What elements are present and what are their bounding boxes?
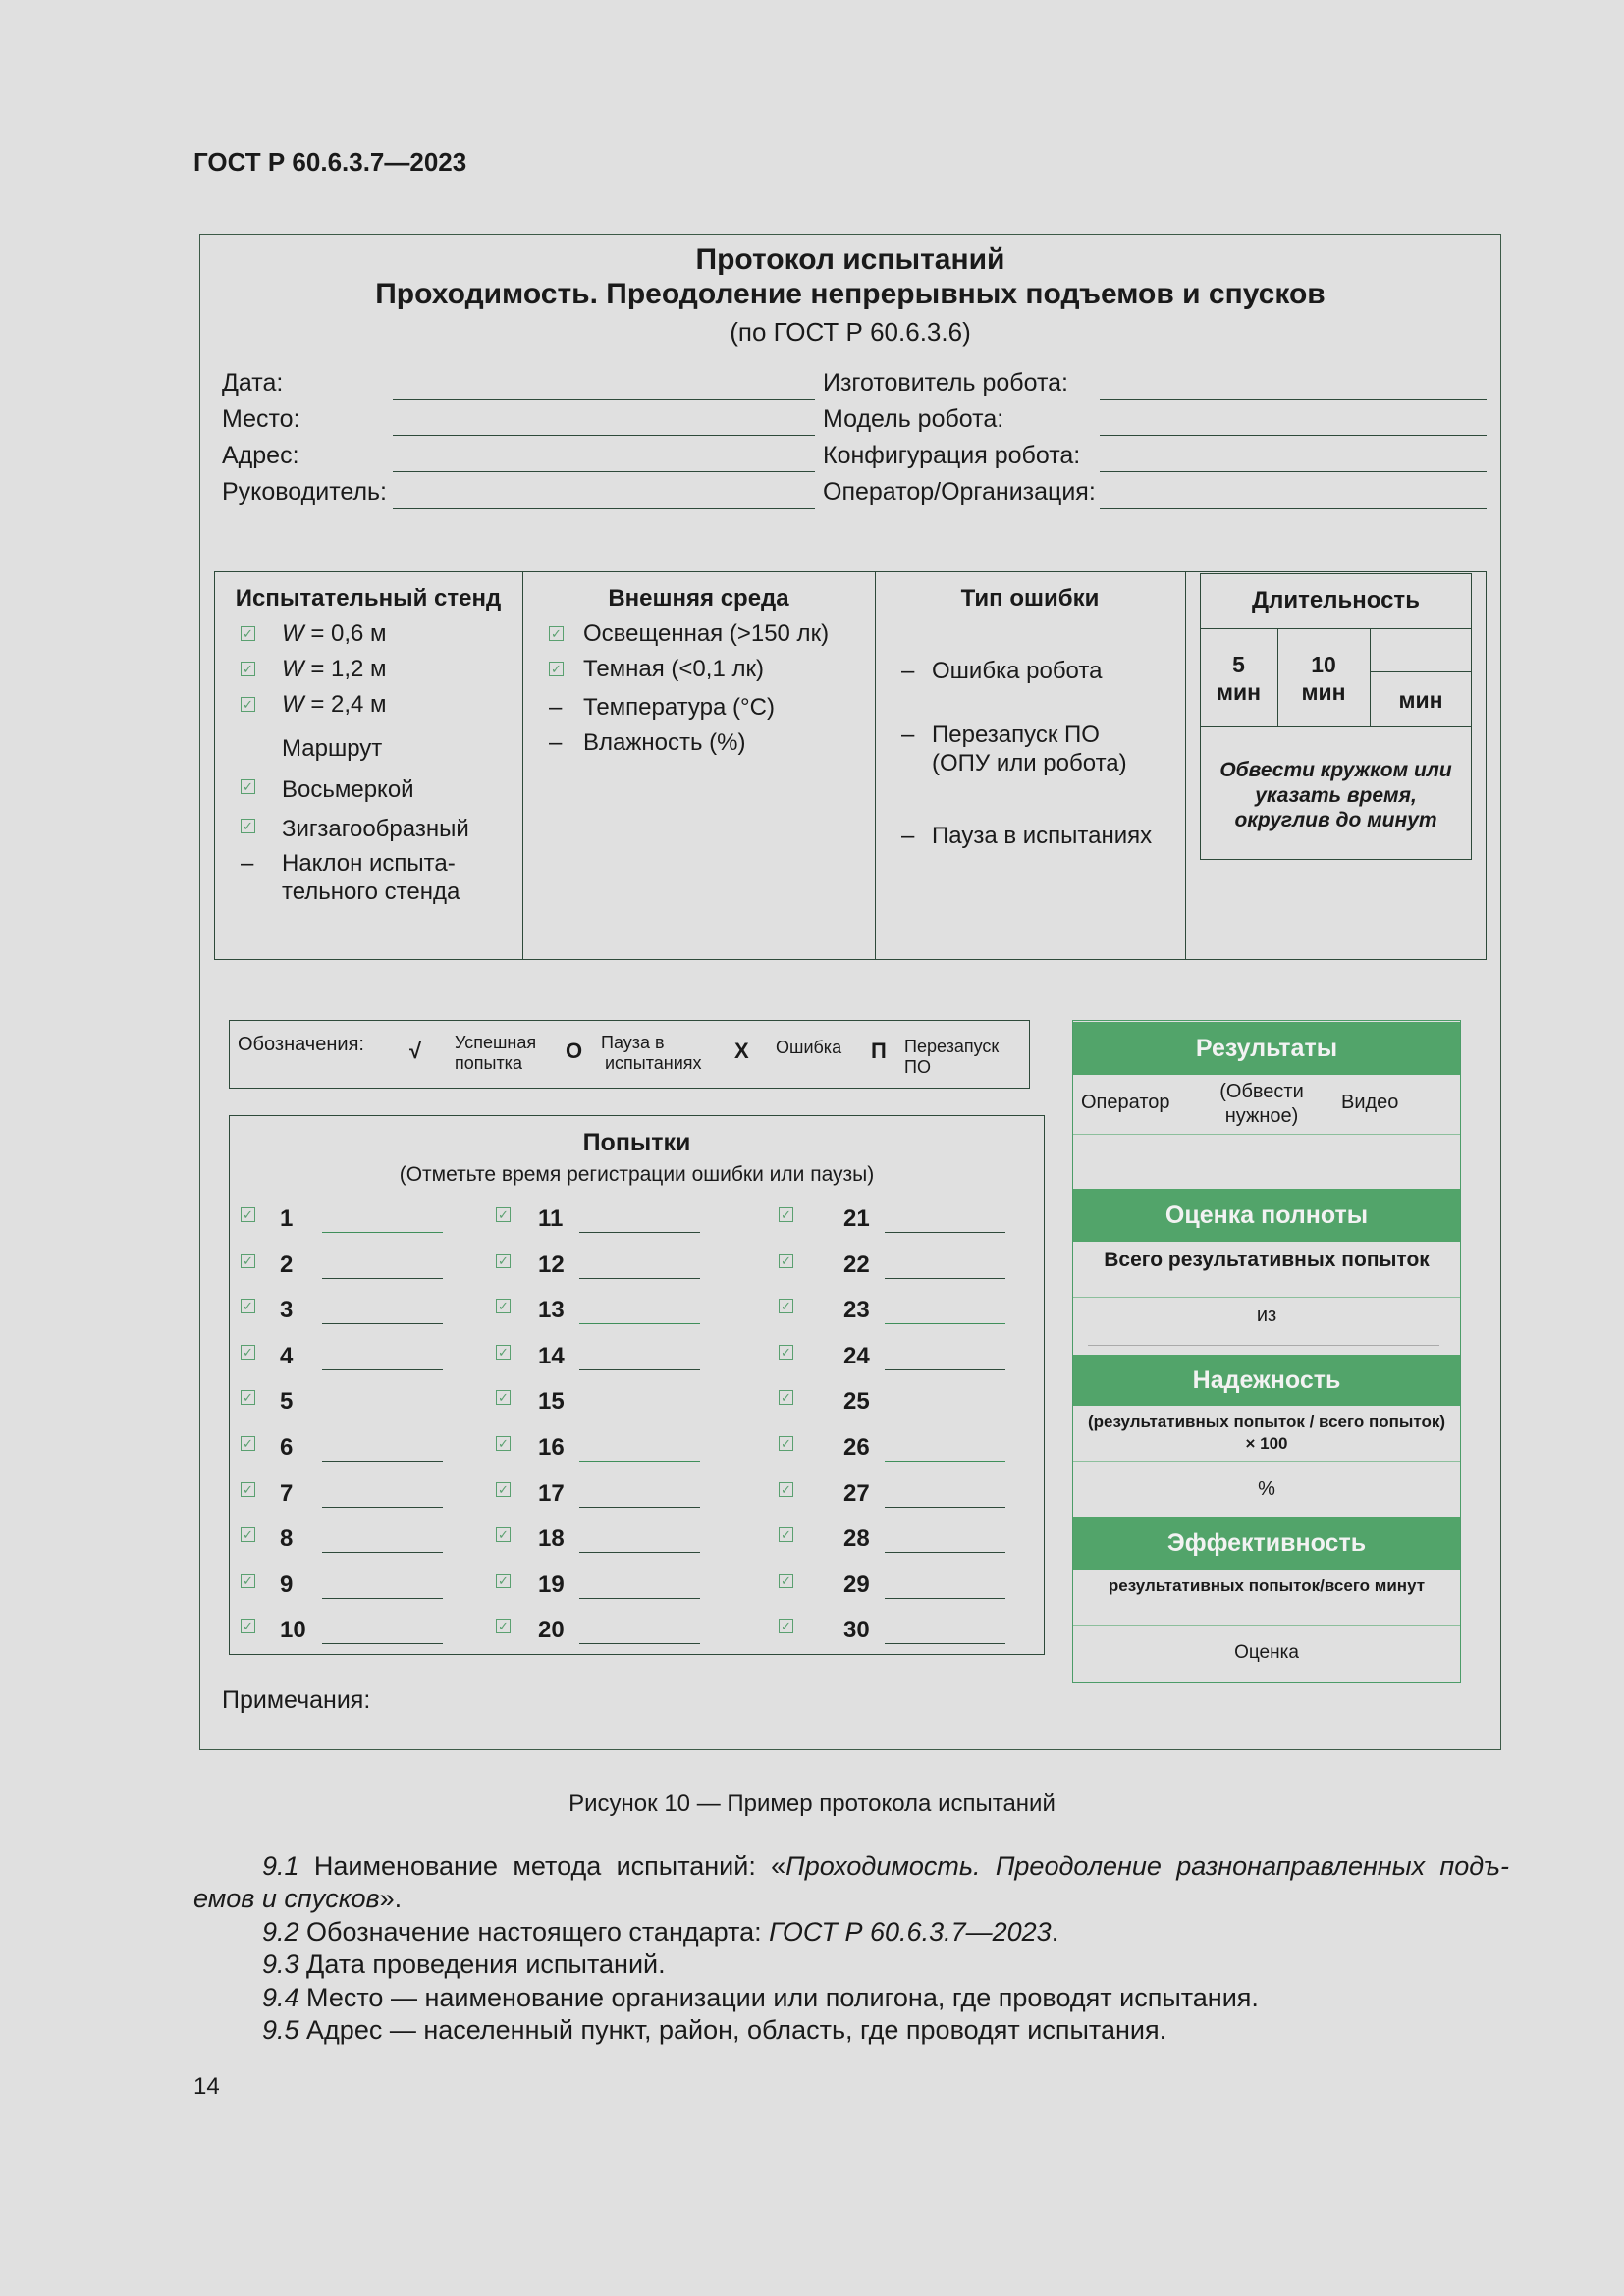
legend-success-line2: попытка	[455, 1053, 522, 1073]
attempt-checkbox[interactable]: ✓	[779, 1207, 793, 1222]
standard-header: ГОСТ Р 60.6.3.7—2023	[193, 147, 467, 177]
results-heading: Результаты	[1073, 1022, 1460, 1075]
paragraph-9-1-line1: 9.1 Наименование метода испытаний: «Проходимость. Преодоление разнонаправленных подъ-	[262, 1851, 1509, 1881]
environment-heading: Внешняя среда	[608, 585, 789, 612]
attempt-number: 8	[280, 1525, 294, 1553]
completeness-input-line[interactable]	[1088, 1345, 1439, 1346]
attempt-number: 9	[280, 1571, 294, 1598]
paragraph-9-2: 9.2 Обозначение настоящего стандарта: ГОСТ Р 60.6.3.7—2023.	[262, 1917, 1059, 1947]
attempt-checkbox[interactable]: ✓	[241, 1207, 255, 1222]
field-configuration-line[interactable]	[1100, 471, 1487, 472]
attempt-number: 7	[280, 1479, 294, 1507]
duration-note-line3: округлив до минут	[1234, 809, 1437, 831]
attempt-checkbox[interactable]: ✓	[496, 1436, 511, 1451]
attempt-checkbox[interactable]: ✓	[241, 1345, 255, 1360]
attempt-time-field[interactable]	[322, 1461, 443, 1462]
attempt-number: 3	[280, 1297, 294, 1324]
duration-heading: Длительность	[1252, 587, 1420, 614]
field-address-line[interactable]	[393, 471, 815, 472]
attempt-number: 23	[843, 1297, 870, 1324]
attempt-number: 18	[538, 1525, 565, 1553]
error-pause: Пауза в испытаниях	[932, 823, 1153, 849]
paragraph-9-5: 9.5 Адрес — населенный пункт, район, область, где проводят испытания.	[262, 2015, 1167, 2045]
attempt-number: 16	[538, 1434, 565, 1461]
attempt-number: 19	[538, 1571, 565, 1598]
route-figure8: Восьмеркой	[282, 776, 414, 803]
attempt-number: 21	[843, 1205, 870, 1232]
attempt-time-field[interactable]	[885, 1278, 1005, 1279]
attempts-instruction: (Отметьте время регистрации ошибки или паузы)	[399, 1163, 875, 1186]
field-label-date: Дата:	[222, 369, 284, 397]
attempt-time-field[interactable]	[322, 1278, 443, 1279]
attempt-time-field[interactable]	[579, 1278, 700, 1279]
results-rule	[1073, 1297, 1460, 1298]
attempt-checkbox[interactable]: ✓	[241, 1254, 255, 1268]
legend-label: Обозначения:	[238, 1034, 364, 1055]
attempt-checkbox[interactable]: ✓	[779, 1390, 793, 1405]
attempt-checkbox[interactable]: ✓	[496, 1345, 511, 1360]
attempt-time-field[interactable]	[322, 1369, 443, 1370]
attempt-checkbox[interactable]: ✓	[779, 1299, 793, 1313]
field-label-manufacturer: Изготовитель робота:	[823, 369, 1068, 397]
duration-note-line2: указать время,	[1255, 784, 1417, 807]
attempt-checkbox[interactable]: ✓	[241, 1574, 255, 1588]
attempt-time-field[interactable]	[885, 1643, 1005, 1644]
env-humidity: Влажность (%)	[583, 729, 746, 756]
protocol-title: Протокол испытаний	[695, 243, 1005, 276]
stand-w24: W = 2,4 м	[282, 691, 387, 718]
attempt-checkbox[interactable]: ✓	[241, 1436, 255, 1451]
stand-heading: Испытательный стенд	[235, 585, 502, 612]
protocol-reference: (по ГОСТ Р 60.6.3.6)	[730, 317, 971, 347]
dash-marker: –	[549, 694, 563, 721]
duration-5-number[interactable]: 5	[1232, 652, 1245, 677]
dash-marker: –	[901, 823, 915, 849]
attempt-time-field[interactable]	[579, 1598, 700, 1599]
attempts-heading: Попытки	[582, 1129, 691, 1156]
paragraph-9-1-line2: емов и спусков».	[193, 1884, 403, 1913]
legend-success-line1: Успешная	[455, 1033, 537, 1052]
attempt-time-field[interactable]	[885, 1323, 1005, 1324]
error-restart-line1: Перезапуск ПО	[932, 721, 1100, 748]
paragraph-9-4: 9.4 Место — наименование организации или полигона, где проводят испытания.	[262, 1983, 1259, 2012]
checkbox-w06[interactable]: ✓	[241, 626, 255, 641]
attempt-checkbox[interactable]: ✓	[779, 1527, 793, 1542]
duration-5-unit: мин	[1216, 679, 1262, 705]
attempt-checkbox[interactable]: ✓	[241, 1390, 255, 1405]
attempt-checkbox[interactable]: ✓	[779, 1254, 793, 1268]
attempt-time-field[interactable]	[579, 1323, 700, 1324]
stand-w06: W = 0,6 м	[282, 620, 387, 647]
attempt-time-field[interactable]	[885, 1461, 1005, 1462]
attempt-time-field[interactable]	[885, 1507, 1005, 1508]
error-restart-line2: (ОПУ или робота)	[932, 750, 1127, 776]
slope-line2: тельного стенда	[282, 879, 460, 905]
efficiency-formula: результативных попыток/всего минут	[1108, 1576, 1426, 1595]
slope-line1: Наклон испыта-	[282, 850, 456, 877]
conditions-divider	[1185, 571, 1186, 960]
stand-w12: W = 1,2 м	[282, 656, 387, 682]
dash-marker: –	[901, 658, 915, 684]
attempt-time-field[interactable]	[322, 1643, 443, 1644]
attempt-number: 30	[843, 1617, 870, 1644]
dash-marker: –	[901, 721, 915, 748]
field-label-place: Место:	[222, 405, 300, 433]
results-rule	[1073, 1625, 1460, 1626]
attempt-time-field[interactable]	[322, 1323, 443, 1324]
attempt-number: 14	[538, 1342, 565, 1369]
field-label-address: Адрес:	[222, 442, 299, 469]
field-manufacturer-line[interactable]	[1100, 399, 1487, 400]
efficiency-heading: Эффективность	[1073, 1517, 1460, 1570]
attempt-number: 20	[538, 1617, 565, 1644]
attempt-checkbox[interactable]: ✓	[241, 1482, 255, 1497]
attempts-box	[229, 1115, 1045, 1655]
route-zigzag: Зигзагообразный	[282, 816, 469, 842]
field-label-model: Модель робота:	[823, 405, 1004, 433]
attempt-checkbox[interactable]: ✓	[496, 1254, 511, 1268]
attempt-number: 28	[843, 1525, 870, 1553]
checkbox-dark[interactable]: ✓	[549, 662, 564, 676]
page-number: 14	[193, 2073, 220, 2100]
attempt-checkbox[interactable]: ✓	[779, 1436, 793, 1451]
dash-marker: –	[241, 850, 254, 877]
dash-marker: –	[549, 729, 563, 756]
attempt-time-field[interactable]	[885, 1369, 1005, 1370]
conditions-divider	[522, 571, 523, 960]
attempt-number: 11	[538, 1205, 564, 1232]
checkbox-lit[interactable]: ✓	[549, 626, 564, 641]
field-place-line[interactable]	[393, 435, 815, 436]
notes-label: Примечания:	[222, 1686, 371, 1714]
attempt-time-field[interactable]	[885, 1552, 1005, 1553]
attempt-number: 27	[843, 1479, 870, 1507]
attempt-checkbox[interactable]: ✓	[496, 1390, 511, 1405]
attempt-time-field[interactable]	[579, 1232, 700, 1233]
completeness-of: из	[1256, 1305, 1277, 1326]
reliability-percent[interactable]: %	[1258, 1478, 1275, 1500]
legend-success-symbol: √	[409, 1039, 422, 1063]
attempt-checkbox[interactable]: ✓	[496, 1619, 511, 1633]
total-successful-label: Всего результативных попыток	[1104, 1249, 1430, 1271]
attempt-checkbox[interactable]: ✓	[241, 1619, 255, 1633]
checkbox-zigzag[interactable]: ✓	[241, 819, 255, 833]
legend-restart-line2: ПО	[904, 1057, 931, 1077]
attempt-time-field[interactable]	[579, 1369, 700, 1370]
duration-rule	[1200, 726, 1472, 727]
duration-custom-unit[interactable]: мин	[1398, 687, 1443, 713]
duration-rule	[1370, 671, 1472, 672]
results-circle-line2: нужное)	[1224, 1105, 1299, 1127]
reliability-formula-line1: (результативных попыток / всего попыток)	[1087, 1413, 1446, 1431]
attempt-number: 4	[280, 1342, 294, 1369]
attempt-number: 24	[843, 1342, 870, 1369]
completeness-heading: Оценка полноты	[1073, 1189, 1460, 1242]
env-lit: Освещенная (>150 лк)	[583, 620, 830, 647]
attempt-checkbox[interactable]: ✓	[241, 1527, 255, 1542]
results-rule	[1073, 1134, 1460, 1135]
attempt-checkbox[interactable]: ✓	[779, 1574, 793, 1588]
env-dark: Темная (<0,1 лк)	[583, 656, 764, 682]
attempt-time-field[interactable]	[885, 1598, 1005, 1599]
attempt-time-field[interactable]	[579, 1507, 700, 1508]
legend-error-symbol: Х	[734, 1039, 749, 1063]
legend-restart-symbol: П	[871, 1039, 887, 1063]
results-operator[interactable]: Оператор	[1081, 1092, 1170, 1113]
route-label: Маршрут	[282, 735, 383, 762]
attempt-time-field[interactable]	[579, 1552, 700, 1553]
attempt-number: 22	[843, 1251, 870, 1278]
attempt-number: 26	[843, 1434, 870, 1461]
reliability-formula-line2: × 100	[1245, 1434, 1288, 1453]
duration-10-unit: мин	[1301, 679, 1346, 705]
attempt-checkbox[interactable]: ✓	[779, 1345, 793, 1360]
field-model-line[interactable]	[1100, 435, 1487, 436]
attempt-checkbox[interactable]: ✓	[779, 1619, 793, 1633]
attempt-number: 25	[843, 1388, 870, 1415]
field-label-configuration: Конфигурация робота:	[823, 442, 1081, 469]
field-date-line[interactable]	[393, 399, 815, 400]
error-robot: Ошибка робота	[932, 658, 1103, 684]
attempt-checkbox[interactable]: ✓	[496, 1299, 511, 1313]
checkbox-w24[interactable]: ✓	[241, 697, 255, 712]
attempt-checkbox[interactable]: ✓	[779, 1482, 793, 1497]
attempt-time-field[interactable]	[579, 1643, 700, 1644]
results-circle-line1: (Обвести	[1219, 1081, 1304, 1102]
reliability-heading: Надежность	[1073, 1355, 1460, 1406]
duration-10-number[interactable]: 10	[1311, 652, 1336, 677]
results-video[interactable]: Видео	[1341, 1092, 1399, 1113]
attempt-number: 6	[280, 1434, 294, 1461]
legend-error-text: Ошибка	[776, 1038, 842, 1057]
attempt-time-field[interactable]	[322, 1552, 443, 1553]
attempt-number: 29	[843, 1571, 870, 1598]
env-temperature: Температура (°С)	[583, 694, 775, 721]
legend-pause-symbol: О	[566, 1039, 583, 1063]
field-label-operator: Оператор/Организация:	[823, 478, 1096, 506]
duration-rule	[1200, 628, 1472, 629]
attempt-number: 5	[280, 1388, 294, 1415]
efficiency-score[interactable]: Оценка	[1234, 1642, 1299, 1663]
attempt-time-field[interactable]	[322, 1232, 443, 1233]
checkbox-w12[interactable]: ✓	[241, 662, 255, 676]
attempt-time-field[interactable]	[322, 1507, 443, 1508]
attempt-number: 13	[538, 1297, 565, 1324]
attempt-checkbox[interactable]: ✓	[241, 1299, 255, 1313]
checkbox-figure8[interactable]: ✓	[241, 779, 255, 794]
field-label-supervisor: Руководитель:	[222, 478, 388, 506]
paragraph-9-3: 9.3 Дата проведения испытаний.	[262, 1949, 666, 1979]
legend-pause-line2: испытаниях	[605, 1053, 702, 1073]
results-rule	[1073, 1461, 1460, 1462]
attempt-number: 10	[280, 1617, 306, 1644]
errors-heading: Тип ошибки	[960, 585, 1100, 612]
attempt-checkbox[interactable]: ✓	[496, 1482, 511, 1497]
attempt-number: 17	[538, 1479, 565, 1507]
attempt-number: 12	[538, 1251, 565, 1278]
conditions-divider	[875, 571, 876, 960]
legend-restart-line1: Перезапуск	[904, 1037, 1000, 1056]
legend-pause-line1: Пауза в	[601, 1033, 665, 1052]
duration-note-line1: Обвести кружком или	[1219, 759, 1452, 781]
attempt-number: 1	[280, 1205, 294, 1232]
attempt-checkbox[interactable]: ✓	[496, 1574, 511, 1588]
attempt-time-field[interactable]	[579, 1461, 700, 1462]
protocol-subtitle: Проходимость. Преодоление непрерывных подъемов и спусков	[375, 278, 1326, 310]
field-supervisor-line[interactable]	[393, 508, 815, 509]
attempt-checkbox[interactable]: ✓	[496, 1207, 511, 1222]
figure-caption: Рисунок 10 — Пример протокола испытаний	[568, 1790, 1056, 1817]
attempt-number: 2	[280, 1251, 294, 1278]
attempt-number: 15	[538, 1388, 565, 1415]
attempt-time-field[interactable]	[322, 1598, 443, 1599]
attempt-checkbox[interactable]: ✓	[496, 1527, 511, 1542]
field-operator-line[interactable]	[1100, 508, 1487, 509]
attempt-time-field[interactable]	[885, 1232, 1005, 1233]
